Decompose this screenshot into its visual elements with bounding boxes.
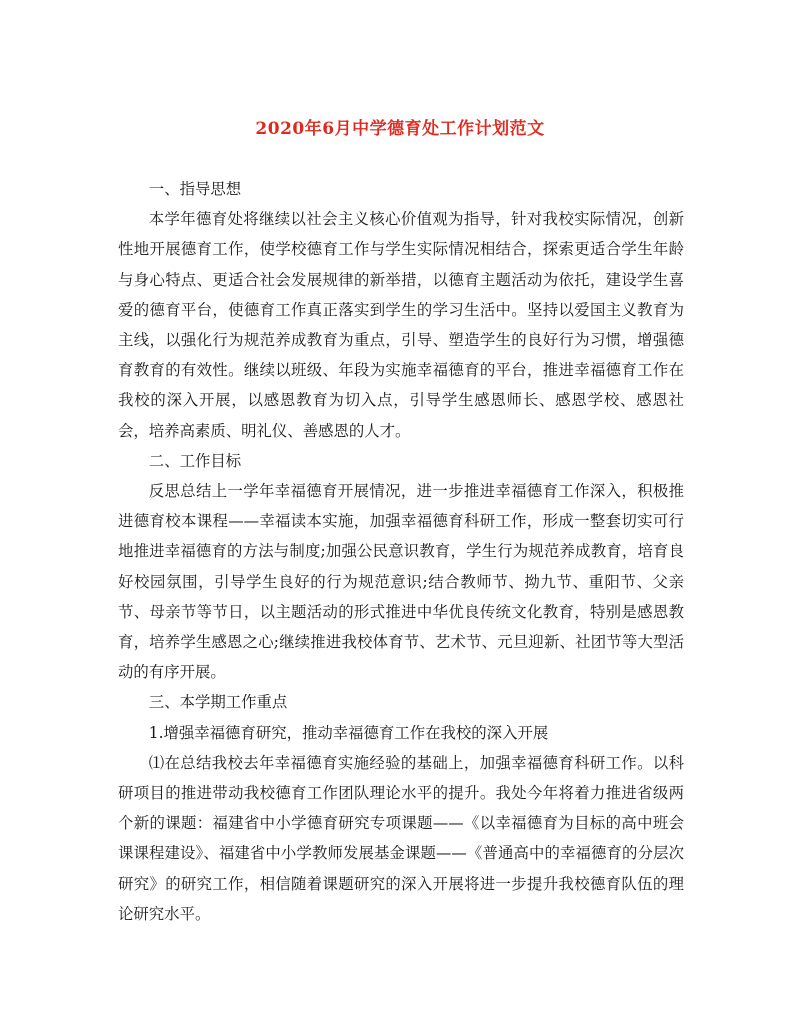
- subheading-key-work-1: 1.增强幸福德育研究，推动幸福德育工作在我校的深入开展: [148, 723, 549, 742]
- paragraph-work-goals: 反思总结上一学年幸福德育开展情况，进一步推进幸福德育工作深入，积极推进德育校本课程——幸福读本实施，加强幸福德育科研工作，形成一整套切实可行地推进幸福德育的方法与制度;加强公民意识教育，学生行为规范养成教育，培育良好校园氛围，引导学生良好的行为规范意识;结合教师节、拗九节、重阳节、父亲节、母亲节等节日，以主题活动的形式推进中华优良传统文化教育，特别是感恩教育，培养学生感恩之心;继续推进我校体育节、艺术节、元旦迎新、社团节等大型活动的有序开展。: [118, 482, 684, 682]
- paragraph-key-work-1-1: ⑴在总结我校去年幸福德育实施经验的基础上，加强幸福德育科研工作。以科研项目的推进带动我校德育工作团队理论水平的提升。我处今年将着力推进省级两个新的课题：福建省中小学德育研究专项课题——《以幸福德育为目标的高中班会课课程建设》、福建省中小学教师发展基金课题——《普通高中的幸福德育的分层次研究》的研究工作，相信随着课题研究的深入开展将进一步提升我校德育队伍的理论研究水平。: [118, 753, 684, 923]
- document-title: 2020年6月中学德育处工作计划范文: [255, 119, 545, 139]
- section-heading-key-work: 三、本学期工作重点: [148, 693, 288, 712]
- section-heading-guiding-thought: 一、指导思想: [148, 180, 242, 198]
- paragraph-guiding-thought: 本学年德育处将继续以社会主义核心价值观为指导，针对我校实际情况，创新性地开展德育工作，使学校德育工作与学生实际情况相结合，探索更适合学生年龄与身心特点、更适合社会发展规律的新举措，以德育主题活动为依托，建设学生喜爱的德育平台，使德育工作真正落实到学生的学习生活中。坚持以爱国主义教育为主线，以强化行为规范养成教育为重点，引导、塑造学生的良好行为习惯，增强德育教育的有效性。继续以班级、年段为实施幸福德育的平台，推进幸福德育工作在我校的深入开展，以感恩教育为切入点，引导学生感恩师长、感恩学校、感恩社会，培养高素质、明礼仪、善感恩的人才。: [118, 210, 684, 440]
- document-body: [118, 174, 684, 929]
- section-heading-work-goals: 二、工作目标: [148, 451, 242, 470]
